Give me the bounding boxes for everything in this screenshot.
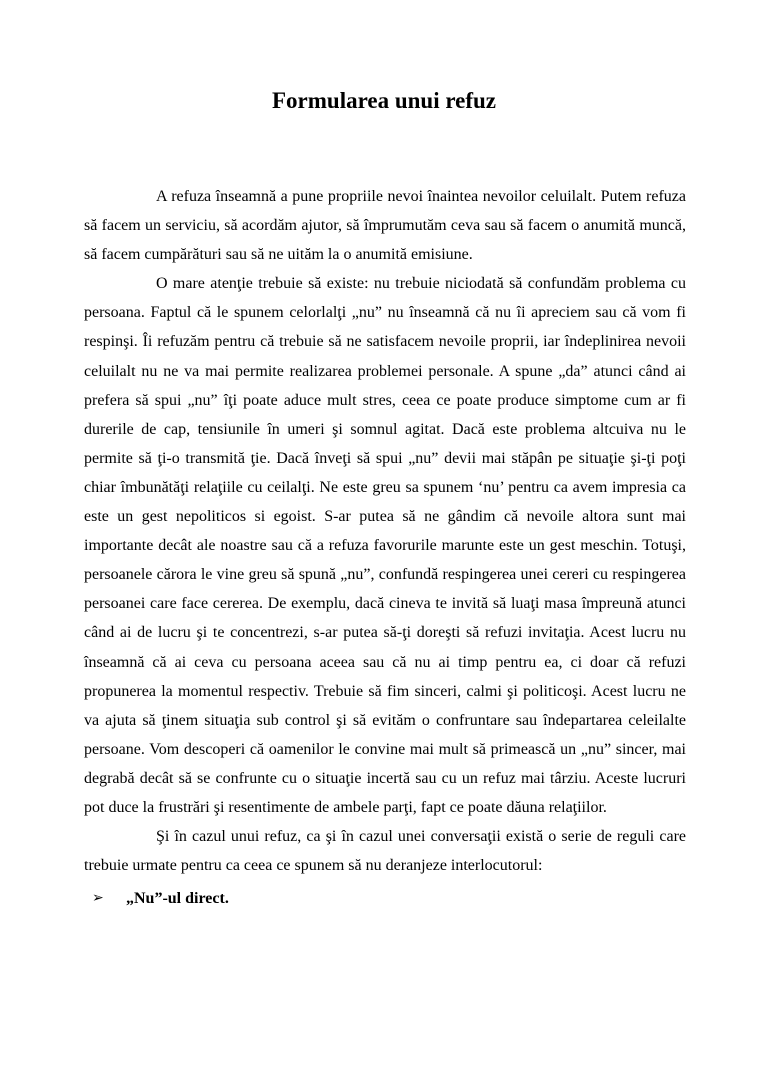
paragraph-1: A refuza înseamnă a pune propriile nevoi înaintea nevoilor celuilalt. Putem refuza să facem un serviciu, să acordăm ajutor, să împrumutăm ceva sau să facem o anumită muncă, să facem cumpărături sau să ne uităm la o anumită emisiune. [84,188,686,264]
bullet-item [84,884,686,913]
document-body [84,182,686,913]
paragraph-2: O mare atenţie trebuie să existe: nu trebuie niciodată să confundăm problema cu persoana. Faptul că le spunem celorlalţi „nu” nu înseamnă că nu îi apreciem sau că vom fi respinşi. Îi refuzăm pentru că trebuie să ne satisfacem nevoile proprii, iar îndeplinirea nevoii celuilalt nu ne va mai permite realizarea problemei personale. A spune „da” atunci când ai prefera să spui „nu” îţi poate aduce mult stres, ceea ce poate produce simptome cum ar fi durerile de cap, tensiunile în umeri şi somnul agitat. Dacă este problema altcuiva nu le permite să ţi-o transmită ţie. Dacă înveţi să spui „nu” devii mai stăpân pe situaţie şi-ţi poţi chiar îmbunătăţi relaţiile cu ceilalţi. Ne este greu sa spunem ‘nu’ pentru ca avem impresia ca este un gest nepoliticos si egoist. S-ar putea să ne gândim că nevoile altora sunt mai importante decât ale noastre sau că a refuza favorurile marunte este un gest meschin. Totuşi, persoanele cărora le vine greu să spună „nu”, confundă respingerea unei cereri cu respingerea persoanei care face cererea. De exemplu, dacă cineva te invită să luaţi masa împreună atunci când ai de lucru şi te concentrezi, s-ar putea să-ţi doreşti să refuzi invitaţia. Acest lucru nu înseamnă că ai ceva cu persoana aceea sau că nu ai timp pentru ea, ci doar că refuzi propunerea la momentul respectiv. Trebuie să fim sinceri, calmi şi politicoşi. Acest lucru ne va ajuta să ţinem situaţia sub control şi să evităm o confruntare sau îndepartarea celeilalte persoane. Vom descoperi că oamenilor le convine mai mult să primească un „nu” sincer, mai degrabă decât să se confrunte cu o situaţie incertă sau cu un refuz mai târziu. Aceste lucruri pot duce la frustrări şi resentimente de ambele parţi, fapt ce poate dăuna relaţiilor. [84,275,686,816]
paragraph-3: Şi în cazul unui refuz, ca şi în cazul unei conversaţii există o serie de reguli care trebuie urmate pentru ca ceea ce spunem să nu deranjeze interlocutorul: [84,828,686,875]
page-title: Formularea unui refuz [271,88,497,113]
arrow-bullet-icon: ➢ [92,891,104,907]
bullet-text: „Nu”-ul direct. [126,890,229,908]
